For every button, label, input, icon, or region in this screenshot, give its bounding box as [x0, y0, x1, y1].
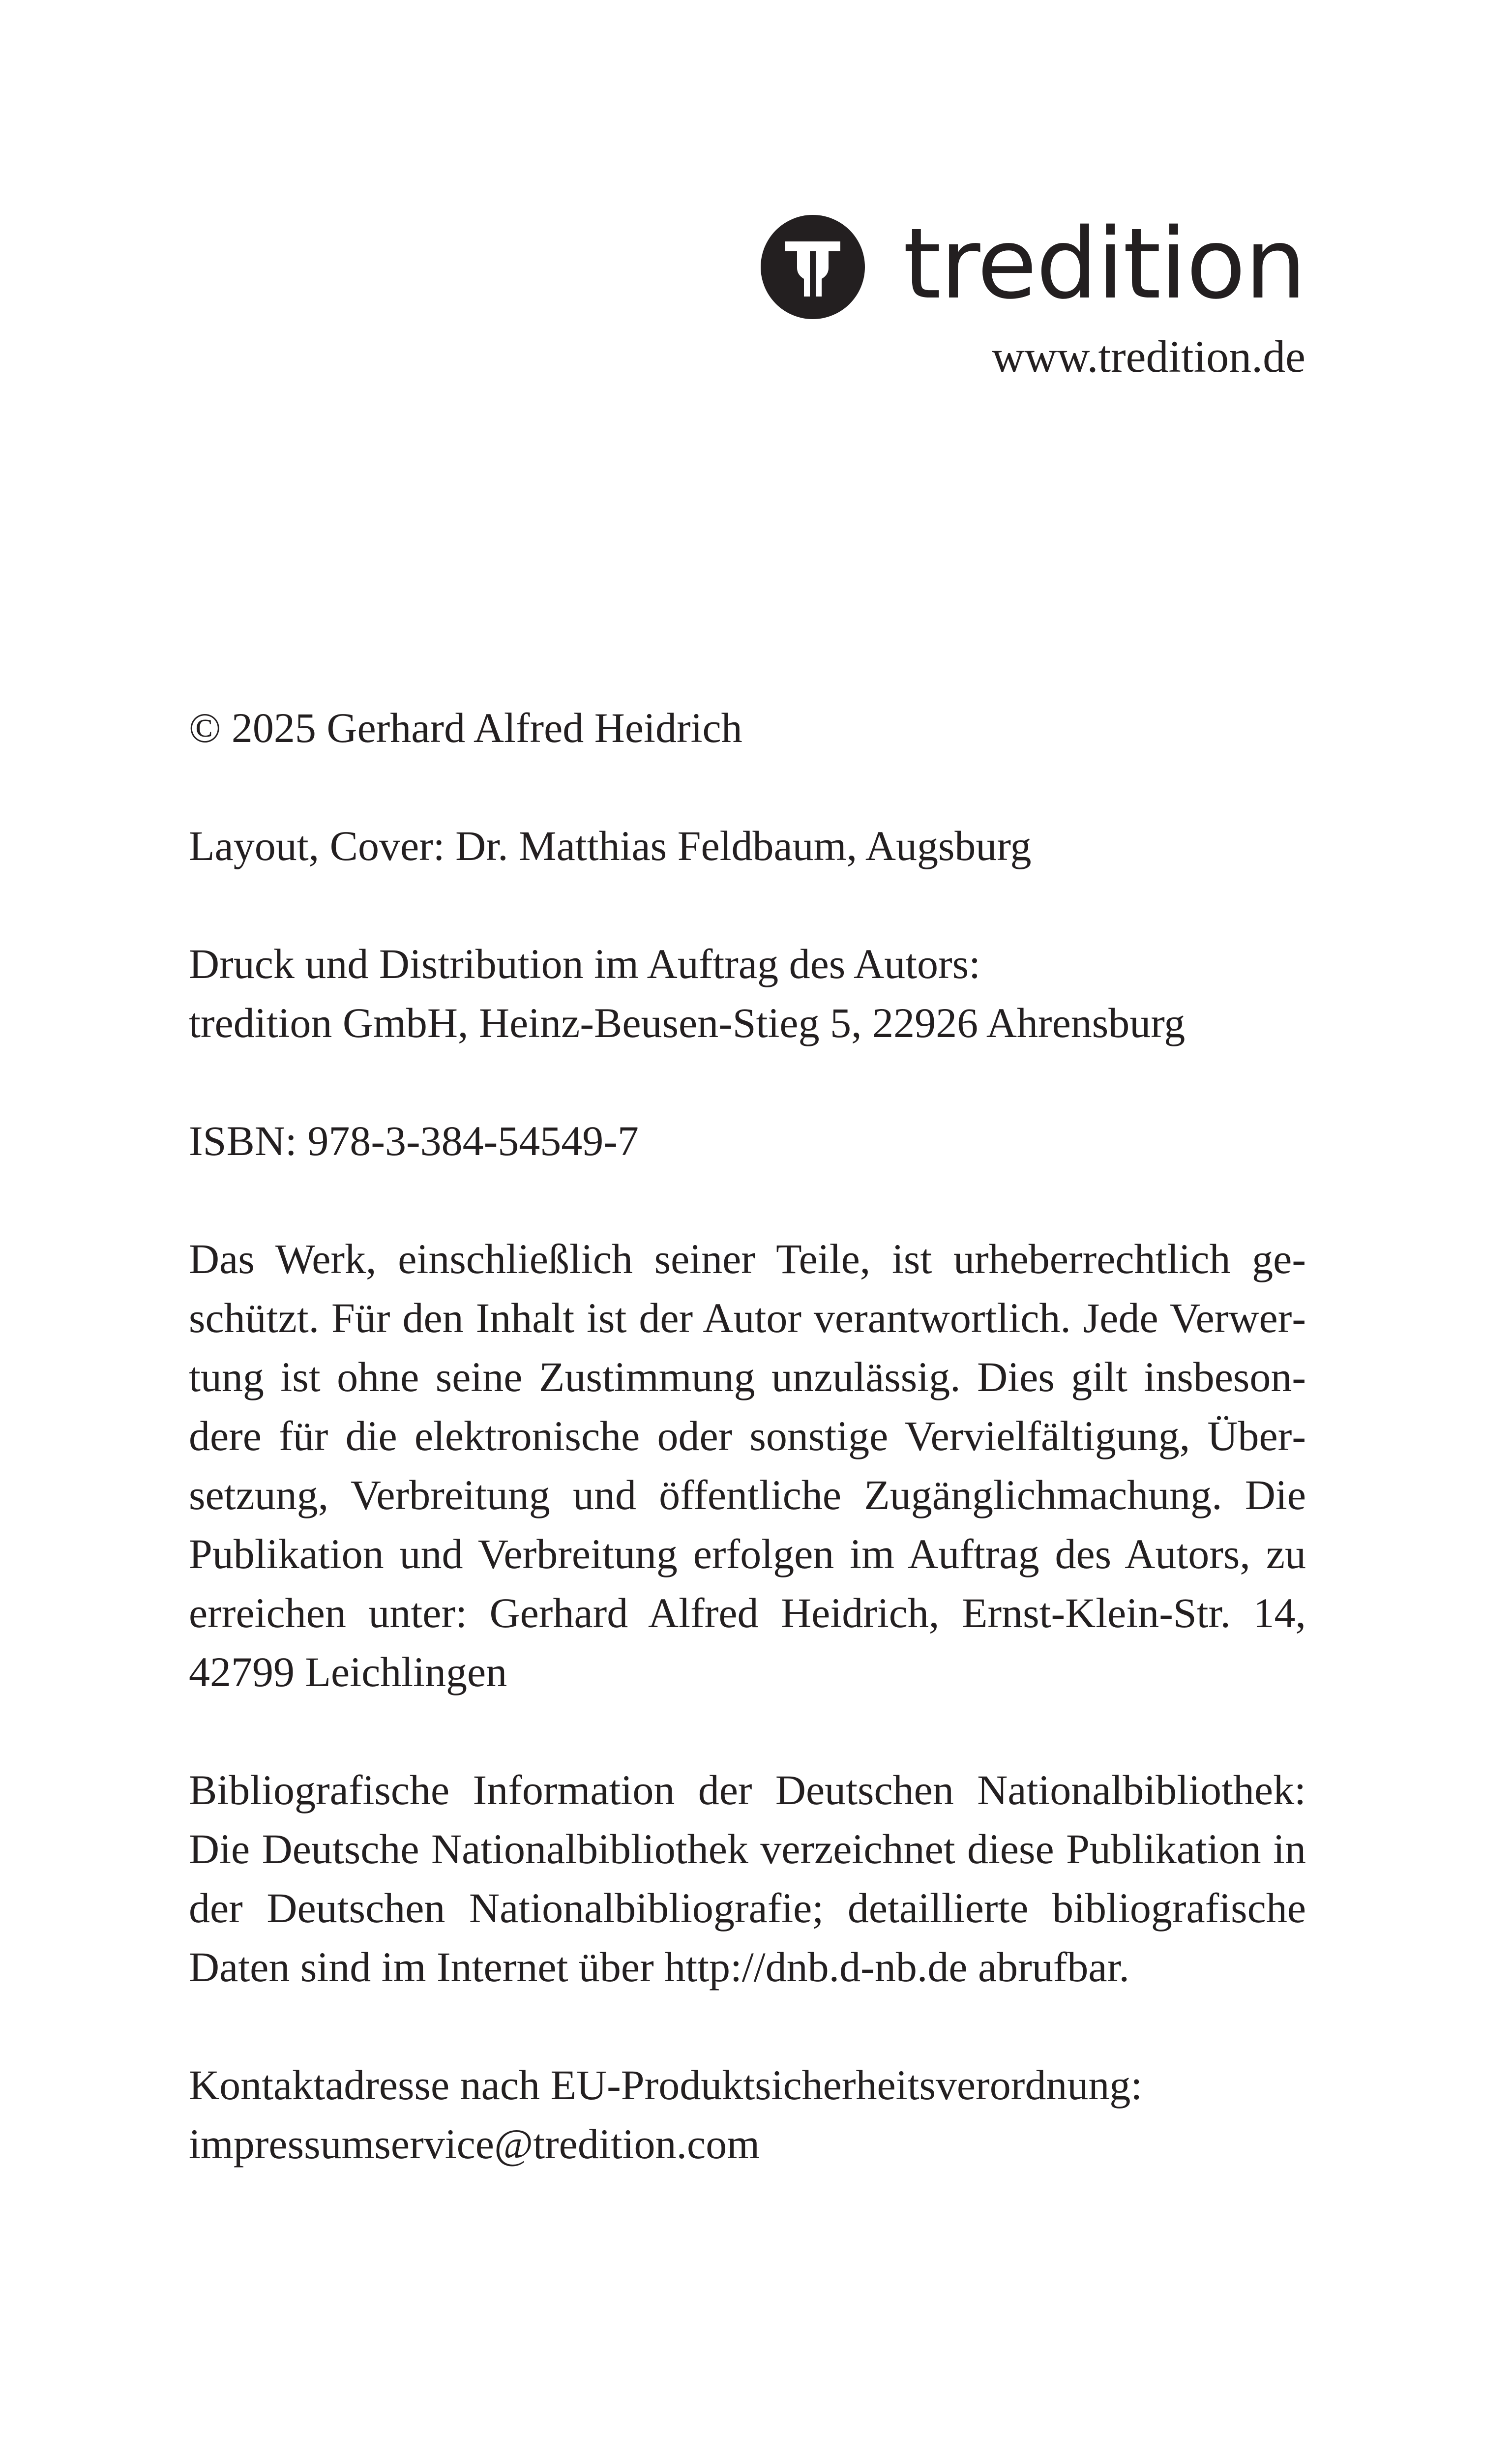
logo-row [715, 207, 1305, 324]
layout-cover-credit: Layout, Cover: Dr. Matthias Feldbaum, Augsburg [189, 822, 1032, 869]
publisher-website: www.tredition.de [992, 331, 1305, 382]
print-distribution-line-1: Druck und Distribution im Auftrag des Autors: [189, 940, 980, 987]
publisher-wordmark: tredition [903, 207, 1305, 321]
contact-address [189, 2055, 1306, 2173]
tredition-t-mark-icon [761, 215, 865, 319]
print-distribution [189, 934, 1306, 1052]
print-distribution-line-2: tredition GmbH, Heinz-Beusen-Stieg 5, 22926 Ahrensburg [189, 999, 1186, 1046]
publisher-logo [715, 207, 1305, 384]
contact-line-1: Kontaktadresse nach EU-Produktsicherheitsverordnung: [189, 2061, 1143, 2109]
dnb-notice: Bibliografische Information der Deutschen Nationalbibliothek: Die Deutsche Nationalbibliothek verzeichnet diese Publikation in der Deutschen Nationalbibliografie; detaillierte bibliografische Daten sind im Internet über http://dnb.d-nb.de abrufbar. [189, 1766, 1306, 1991]
copyright-line: © 2025 Gerhard Alfred Heidrich [189, 704, 742, 751]
copyright-notice: Das Werk, einschließlich seiner Teile, ist urheberrechtlich geschützt. Für den Inhalt ist der Autor verantwortlich. Jede Verwertung ist ohne seine Zustimmung unzulässig. Dies gilt insbesondere für die elektronische oder sonstige Vervielfältigung, Übersetzung, Verbreitung und öffentliche Zugänglichmachung. Die Publikation und Verbreitung erfolgen im Auftrag des Autors, zu erreichen unter: Gerhard Alfred Heidrich, Ernst-Klein-Str. 14, 42799 Leichlingen [189, 1235, 1306, 1695]
isbn: ISBN: 978-3-384-54549-7 [189, 1117, 639, 1164]
contact-email: impressumservice@tredition.com [189, 2120, 760, 2168]
imprint-text [189, 698, 1306, 2232]
